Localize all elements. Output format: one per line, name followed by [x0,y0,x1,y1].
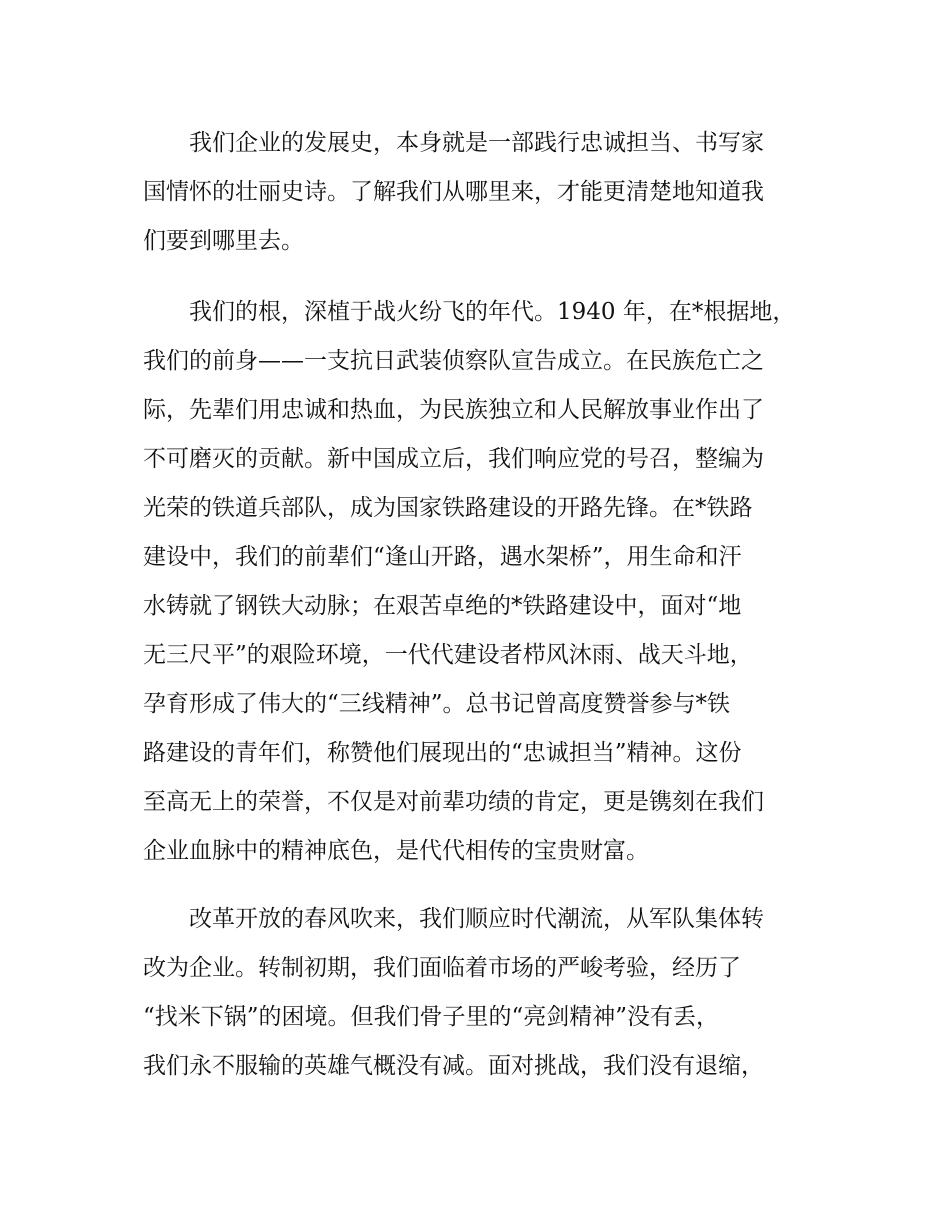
text-line: 无三尺平”的艰险环境，一代代建设者栉风沐雨、战天斗地， [143,642,753,668]
text-line: 企业血脉中的精神底色，是代代相传的宝贵财富。 [143,838,649,864]
text-line: 建设中，我们的前辈们“逢山开路，遇水架桥”，用生命和汗 [143,544,742,570]
text-line: 改为企业。转制初期，我们面临着市场的严峻考验，经历了 [143,955,741,981]
text-line: 孕育形成了伟大的“三线精神”。总书记曾高度赞誉参与*铁 [143,691,731,717]
text-line: 我们的根，深植于战火纷飞的年代。1940 年，在*根据地， [189,299,796,325]
text-line: “找米下锅”的困境。但我们骨子里的“亮剑精神”没有丢， [143,1004,720,1030]
text-line: 路建设的青年们，称赞他们展现出的“忠诚担当”精神。这份 [143,740,742,766]
text-line: 们要到哪里去。 [143,228,304,254]
text-line: 光荣的铁道兵部队，成为国家铁路建设的开路先锋。在*铁路 [143,495,753,521]
text-line: 不可磨灭的贡献。新中国成立后，我们响应党的号召，整编为 [143,446,764,472]
text-line: 至高无上的荣誉，不仅是对前辈功绩的肯定，更是镌刻在我们 [143,789,764,815]
text-line: 国情怀的壮丽史诗。了解我们从哪里来，才能更清楚地知道我 [143,179,764,205]
text-line: 水铸就了钢铁大动脉；在艰苦卓绝的*铁路建设中，面对“地 [143,593,742,619]
text-line: 我们永不服输的英雄气概没有减。面对挑战，我们没有退缩， [143,1053,764,1079]
text-line: 改革开放的春风吹来，我们顺应时代潮流，从军队集体转 [189,906,764,932]
text-line: 我们企业的发展史，本身就是一部践行忠诚担当、书写家 [189,130,764,156]
text-line: 际，先辈们用忠诚和热血，为民族独立和人民解放事业作出了 [143,397,764,423]
text-line: 我们的前身——一支抗日武装侦察队宣告成立。在民族危亡之 [143,348,764,374]
